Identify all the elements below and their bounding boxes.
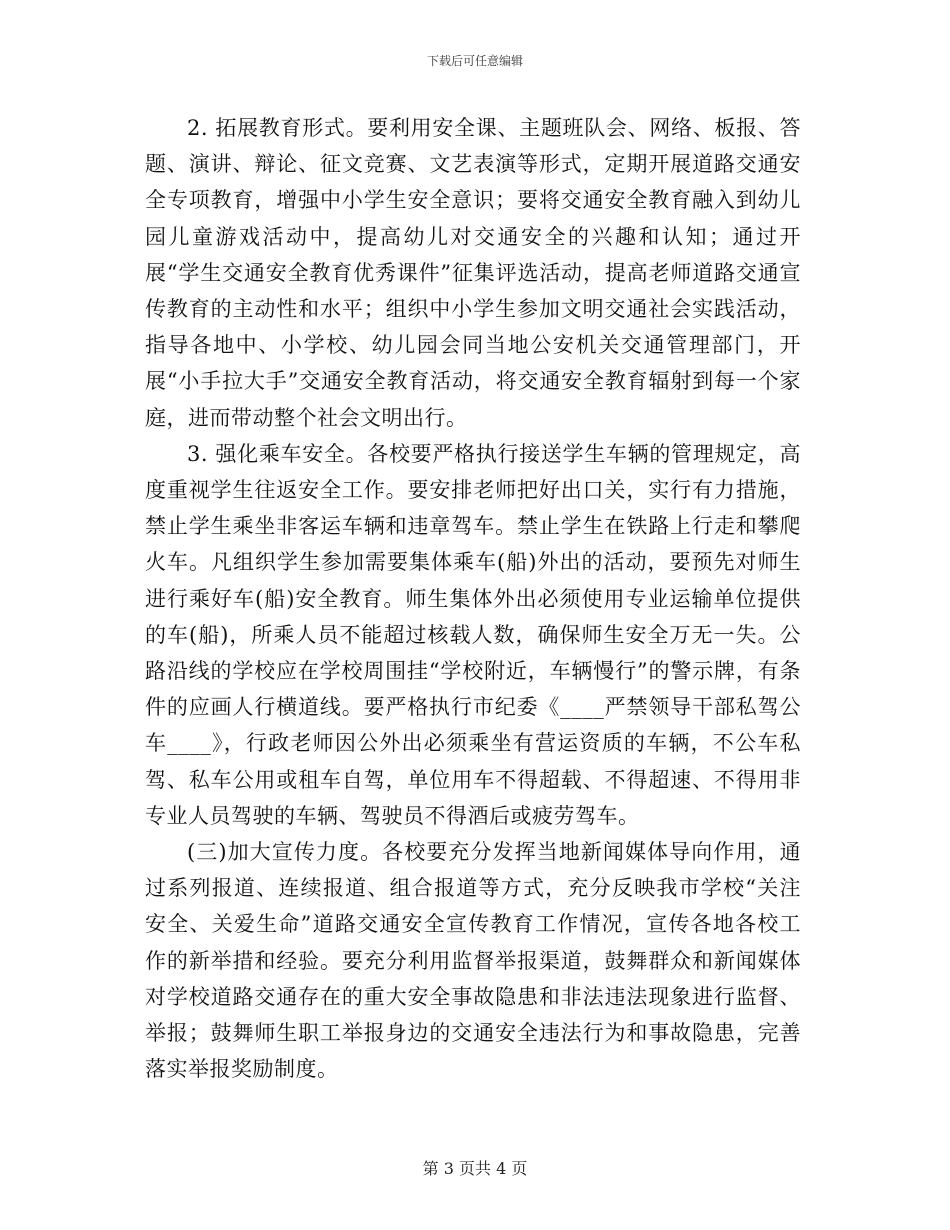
- body-text: [145, 110, 801, 1087]
- paragraph-increase-publicity: (三)加大宣传力度。各校要充分发挥当地新闻媒体导向作用，通过系列报道、连续报道、组合报道等方式，充分反映我市学校“关注安全、关爱生命”道路交通安全宣传教育工作情况，宣传各地各校工作的新举措和经验。要充分利用监督举报渠道，鼓舞群众和新闻媒体对学校道路交通存在的重大安全事故隐患和非法违法现象进行监督、举报；鼓舞师生职工举报身边的交通安全违法行为和事故隐患，完善落实举报奖励制度。: [145, 840, 801, 1082]
- paragraph-strengthen-ride-safety: 3. 强化乘车安全。各校要严格执行接送学生车辆的管理规定，高度重视学生往返安全工作。要安排老师把好出口关，实行有力措施，禁止学生乘坐非客运车辆和违章驾车。禁止学生在铁路上行走和攀爬火车。凡组织学生参加需要集体乘车(船)外出的活动，要预先对师生进行乘好车(船)安全教育。师生集体外出必须使用专业运输单位提供的车(船)，所乘人员不能超过核载人数，确保师生安全万无一失。公路沿线的学校应在学校周围挂“学校附近，车辆慢行”的警示牌，有条件的应画人行横道线。要严格执行市纪委《____严禁领导干部私驾公车____》，行政老师因公外出必须乘坐有营运资质的车辆，不公车私驾、私车公用或租车自驾，单位用车不得超载、不得超速、不得用非专业人员驾驶的车辆、驾驶员不得酒后或疲劳驾车。: [145, 441, 801, 828]
- paragraph-expand-education-forms: 2. 拓展教育形式。要利用安全课、主题班队会、网络、板报、答题、演讲、辩论、征文竞赛、文艺表演等形式，定期开展道路交通安全专项教育，增强中小学生安全意识；要将交通安全教育融入到幼儿园儿童游戏活动中，提高幼儿对交通安全的兴趣和认知；通过开展“学生交通安全教育优秀课件”征集评选活动，提高老师道路交通宣传教育的主动性和水平；组织中小学生参加文明交通社会实践活动，指导各地中、小学校、幼儿园会同当地公安机关交通管理部门，开展“小手拉大手”交通安全教育活动，将交通安全教育辐射到每一个家庭，进而带动整个社会文明出行。: [145, 116, 801, 430]
- page-header: 下载后可任意编辑: [426, 54, 523, 68]
- page-number-footer: 第 3 页共 4 页: [422, 1159, 528, 1178]
